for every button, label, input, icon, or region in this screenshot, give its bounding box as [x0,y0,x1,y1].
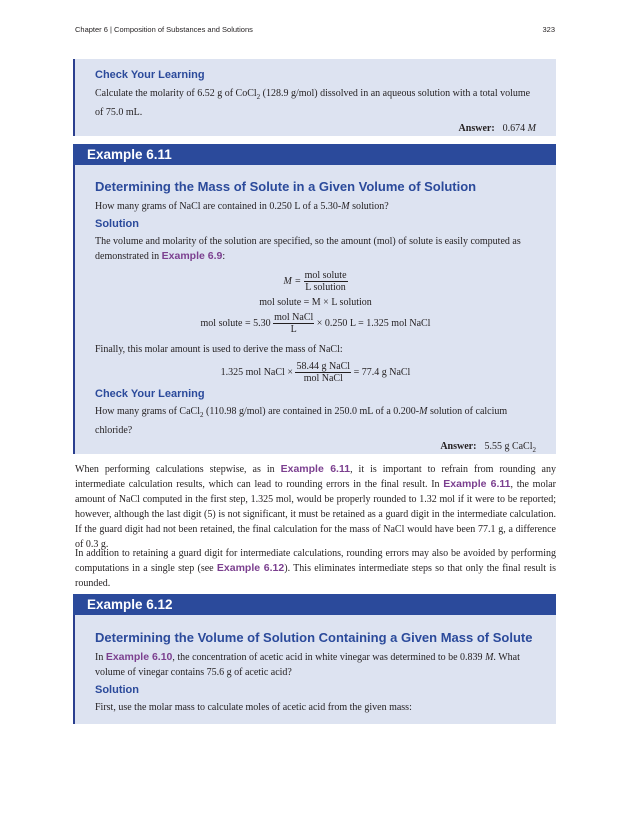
link-example-6-11[interactable]: Example 6.11 [443,478,511,490]
check-your-learning-heading: Check Your Learning [95,388,205,400]
solution-text: First, use the molar mass to calculate moles of acetic acid from the given mass: [95,702,412,713]
example-6-12-box [73,615,556,724]
example-6-11-header: Example 6.11 [73,144,556,165]
link-example-6-12[interactable]: Example 6.12 [216,562,285,574]
cyl-question: Calculate the molarity of 6.52 g of CoCl$_2$ (128.9 g/mol) dissolved in an aqueous solution with a total volume of 75.0 mL. [95,88,531,118]
finally-text: Finally, this molar amount is used to derive the mass of NaCl: [95,344,343,355]
body-paragraph-guard-digit: When performing calculations stepwise, as in Example 6.11, it is important to refrain from rounding any intermediate calculation results, which can lead to rounding errors in the final result. In Example 6.11, the molar amount of NaCl computed in the first step, 1.325 mol, would be properly rounded to 1.32 mol if it were to be reported; however, although the last digit (5) is not significant, it must be retained as a guard digit in the intermediate calculation. If the guard digit had not been retained, the final calculation for the mass of NaCl would have been 77.1 g, a difference of 0.3 g. [75,463,556,550]
cyl-question: How many grams of CaCl$_2$ (110.98 g/mol) are contained in 250.0 mL of a 0.200-M solution of calcium chloride? [95,406,508,436]
page-number: 323 [542,25,555,34]
example-6-11-box [73,165,556,454]
cyl-answer: Answer: 5.55 g CaCl$_2$ [440,441,536,454]
link-example-6-9[interactable]: Example 6.9 [161,250,223,262]
link-example-6-10[interactable]: Example 6.10 [105,651,173,663]
example-question: How many grams of NaCl are contained in 0.250 L of a 5.30-M solution? [95,201,389,212]
equation-mass: 1.325 mol NaCl × $\frac{\text{58.44 g NaCl}}{\text{mol NaCl}}$ = 77.4 g NaCl [220,361,411,384]
equation-mol-solute: mol solute = M × L solution [259,297,372,308]
solution-heading: Solution [95,684,139,696]
running-header: Chapter 6 | Composition of Substances and Solutions [75,25,253,34]
equation-molarity: M = $\frac{\text{mol solute}}{\text{L solution}}$ [283,270,347,293]
solution-text: The volume and molarity of the solution are specified, so the amount (mol) of solute is easily computed as demonstrated in Example 6.9: [95,236,521,262]
equation-mol-calc: mol solute = 5.30 $\frac{\text{mol NaCl}}{L}$ × 0.250 L = 1.325 mol NaCl [200,312,431,335]
solution-heading: Solution [95,218,139,230]
check-your-learning-heading: Check Your Learning [95,69,205,81]
link-example-6-11[interactable]: Example 6.11 [280,463,351,475]
example-title: Determining the Mass of Solute in a Given Volume of Solution [95,179,477,194]
check-your-learning-box [73,59,556,136]
example-6-12-header: Example 6.12 [73,594,556,615]
body-paragraph-single-step: In addition to retaining a guard digit for intermediate calculations, rounding errors may also be avoided by performing computations in a single step (see Example 6.12). This eliminates intermediate steps so that only the final result is rounded. [75,548,556,589]
cyl-answer: Answer: 0.674 M [458,123,536,134]
example-title: Determining the Volume of Solution Containing a Given Mass of Solute [95,630,533,645]
example-question: In Example 6.10, the concentration of acetic acid in white vinegar was determined to be 0.839 M. What volume of vinegar contains 75.6 g of acetic acid? [95,651,520,678]
